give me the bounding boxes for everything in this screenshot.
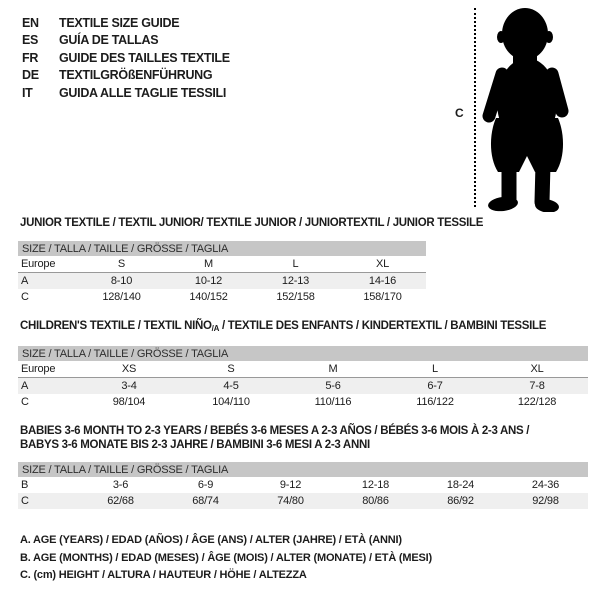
table-cell: 140/152 bbox=[189, 291, 228, 303]
language-title: GUIDE DES TAILLES TEXTILE bbox=[59, 50, 230, 65]
language-code: FR bbox=[22, 50, 39, 65]
table-cell: XL bbox=[530, 363, 544, 375]
table-cell: 4-5 bbox=[223, 380, 239, 392]
language-row-fr bbox=[22, 49, 230, 67]
row-label: C bbox=[21, 495, 29, 507]
footnotes bbox=[20, 534, 432, 587]
language-code: IT bbox=[22, 85, 33, 100]
language-title: TEXTILE SIZE GUIDE bbox=[59, 15, 180, 30]
table-cell: L bbox=[432, 363, 438, 375]
table-cell: 62/68 bbox=[107, 495, 134, 507]
table-row-c bbox=[18, 493, 588, 509]
table-cell: 152/158 bbox=[276, 291, 315, 303]
table-row-a bbox=[18, 378, 588, 394]
language-row-es bbox=[22, 32, 230, 50]
table-cell: 80/86 bbox=[362, 495, 389, 507]
table-cell: 7-8 bbox=[529, 380, 545, 392]
table-cell: 98/104 bbox=[112, 396, 146, 408]
table-cell: S bbox=[227, 363, 235, 375]
size-header-bar: SIZE / TALLA / TAILLE / GRÖSSE / TAGLIA bbox=[18, 346, 588, 361]
size-header-bar: SIZE / TALLA / TAILLE / GRÖSSE / TAGLIA bbox=[18, 462, 588, 477]
footnote-c: C. (cm) HEIGHT / ALTURA / HAUTEUR / HÖHE / ALTEZZA bbox=[20, 569, 307, 581]
title-text: / TEXTILE DES ENFANTS / KINDERTEXTIL / BAMBINI TESSILE bbox=[219, 320, 547, 332]
row-label: B bbox=[21, 479, 29, 491]
height-dotted-line bbox=[474, 8, 476, 207]
row-label: Europe bbox=[21, 363, 56, 375]
junior-table bbox=[18, 241, 426, 305]
children-table-title bbox=[20, 319, 546, 336]
table-cell: 8-10 bbox=[110, 275, 133, 287]
table-cell: 104/110 bbox=[212, 396, 250, 408]
table-cell: S bbox=[117, 258, 126, 270]
language-code: DE bbox=[22, 68, 39, 83]
language-title: GUIDA ALLE TAGLIE TESSILI bbox=[59, 85, 227, 100]
footnote-a: A. AGE (YEARS) / EDAD (AÑOS) / ÂGE (ANS) / ALTER (JAHRE) / ETÀ (ANNI) bbox=[20, 534, 402, 546]
language-row-it bbox=[22, 84, 230, 102]
height-measure-label: C bbox=[455, 106, 464, 120]
table-row-europe bbox=[18, 361, 588, 378]
table-cell: 24-36 bbox=[531, 479, 560, 491]
babies-table bbox=[18, 462, 588, 509]
table-cell: 86/92 bbox=[447, 495, 474, 507]
table-cell: XS bbox=[121, 363, 137, 375]
table-cell: 12-13 bbox=[281, 275, 310, 287]
title-line: BABIES 3-6 MONTH TO 2-3 YEARS / BEBÉS 3-6 MESES A 2-3 AÑOS / BÉBÉS 3-6 MOIS À 2-3 ANS / bbox=[20, 425, 530, 437]
row-label: A bbox=[21, 380, 29, 392]
title-subscript: /A bbox=[211, 324, 220, 333]
baby-silhouette bbox=[478, 6, 576, 212]
row-label: A bbox=[21, 275, 29, 287]
table-cell: M bbox=[204, 258, 213, 270]
table-cell: 92/98 bbox=[532, 495, 559, 507]
table-row-europe bbox=[18, 256, 426, 273]
table-row-c bbox=[18, 289, 426, 305]
language-row-en bbox=[22, 14, 230, 32]
title-line: BABYS 3-6 MONATE BIS 2-3 JAHRE / BAMBINI 3-6 MESI A 2-3 ANNI bbox=[20, 439, 370, 451]
language-list bbox=[22, 14, 230, 102]
table-cell: M bbox=[328, 363, 338, 375]
language-title: TEXTILGRÖßENFÜHRUNG bbox=[59, 68, 213, 83]
title-text: CHILDREN'S TEXTILE / TEXTIL NIÑO bbox=[20, 320, 212, 332]
table-cell: 3-4 bbox=[121, 380, 137, 392]
row-label: C bbox=[21, 291, 29, 303]
table-row-b bbox=[18, 477, 588, 493]
title-text: JUNIOR TEXTILE / TEXTIL JUNIOR/ TEXTILE JUNIOR / JUNIORTEXTIL / JUNIOR TESSILE bbox=[20, 217, 484, 229]
row-label: C bbox=[21, 396, 29, 408]
table-cell: 74/80 bbox=[277, 495, 304, 507]
table-cell: 5-6 bbox=[325, 380, 341, 392]
table-cell: L bbox=[292, 258, 299, 270]
table-cell: XL bbox=[375, 258, 390, 270]
table-cell: 6-7 bbox=[427, 380, 443, 392]
babies-table-title bbox=[20, 424, 529, 452]
size-header-bar: SIZE / TALLA / TAILLE / GRÖSSE / TAGLIA bbox=[18, 241, 426, 256]
table-cell: 14-16 bbox=[368, 275, 397, 287]
junior-table-title bbox=[20, 216, 483, 230]
footnote-b: B. AGE (MONTHS) / EDAD (MESES) / ÂGE (MOIS) / ALTER (MONATE) / ETÀ (MESI) bbox=[20, 551, 432, 564]
table-cell: 10-12 bbox=[194, 275, 223, 287]
children-table bbox=[18, 346, 588, 410]
table-cell: 18-24 bbox=[446, 479, 475, 491]
table-cell: 110/116 bbox=[314, 396, 352, 408]
language-code: ES bbox=[22, 33, 39, 48]
language-code: EN bbox=[22, 15, 39, 30]
table-cell: 128/140 bbox=[102, 291, 141, 303]
language-title: GUÍA DE TALLAS bbox=[59, 33, 159, 48]
table-cell: 6-9 bbox=[197, 479, 214, 491]
table-cell: 122/128 bbox=[517, 396, 557, 408]
table-cell: 116/122 bbox=[416, 396, 454, 408]
row-label: Europe bbox=[21, 258, 56, 270]
table-cell: 12-18 bbox=[361, 479, 390, 491]
table-cell: 3-6 bbox=[112, 479, 129, 491]
table-cell: 68/74 bbox=[192, 495, 219, 507]
language-row-de bbox=[22, 67, 230, 85]
table-cell: 9-12 bbox=[279, 479, 302, 491]
table-cell: 158/170 bbox=[363, 291, 402, 303]
table-row-a bbox=[18, 273, 426, 289]
table-row-c bbox=[18, 394, 588, 410]
